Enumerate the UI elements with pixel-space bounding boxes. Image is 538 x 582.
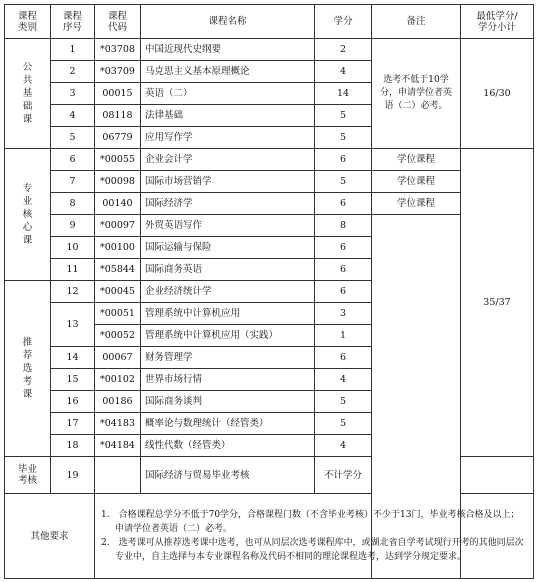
remark-cell: 学位课程 [372,171,461,193]
header-code: 课程 代码 [95,5,141,39]
table-row: 推 荐 选 考 课 12 *00045 企业经济统计学 6 [5,281,534,303]
graduation-row: 毕业 考核 19 国际经济与贸易毕业考核 不计学分 [5,457,534,494]
table-row: 9 *00097 外贸英语写作 8 [5,215,534,237]
table-row: 专 业 核 心 课 6 *00055 企业会计学 6 学位课程 35/37 [5,149,534,171]
course-name: 中国近现代史纲要 [141,39,315,61]
course-name: 概率论与数理统计（经管类） [141,413,315,435]
table-row: 2 *03709 马克思主义基本原理概论 4 [5,61,534,83]
course-name: 法律基础 [141,105,315,127]
header-credits: 学分 [315,5,372,39]
course-name: 财务管理学 [141,347,315,369]
table-row: 17 *04183 概率论与数理统计（经管类） 5 [5,413,534,435]
course-name: 国际运输与保险 [141,237,315,259]
course-name: 马克思主义基本原理概论 [141,61,315,83]
table-row: 10 *00100 国际运输与保险 6 [5,237,534,259]
table-row: 7 *00098 国际市场营销学 5 学位课程 [5,171,534,193]
curriculum-table [4,4,534,579]
public-subtotal: 16/30 [461,39,534,149]
course-name: 管理系统中计算机应用 [141,303,315,325]
table-row: 公 共 基 础 课 1 *03708 中国近现代史纲要 2 选考不低于10学分，申请学位者英语（二）必考。 16/30 [5,39,534,61]
remark-cell: 学位课程 [372,193,461,215]
header-remark: 备注 [372,5,461,39]
table-row: 15 *00102 世界市场行情 4 [5,369,534,391]
requirement-item: 2. 选考课可从推荐选考课中选考，也可从同层次选考课程库中，或湖北省自学考试现行开考的其他同层次专业中，自主选择与本专业课程名称及代码不相同的理论课程选考，达到学分规定要求。 [101,538,524,562]
table-row: 13 *00051 管理系统中计算机应用 3 [5,303,534,325]
course-name: 应用写作学 [141,127,315,149]
course-name: 国际经济学 [141,193,315,215]
other-requirements-row [5,494,534,579]
course-name: 英语（二） [141,83,315,105]
header-minimum: 最低学分/ 学分小计 [461,5,534,39]
core-subtotal: 35/37 [461,149,534,457]
table-row: 4 08118 法律基础 5 [5,105,534,127]
table-row: 11 *05844 国际商务英语 6 [5,259,534,281]
course-name: 企业经济统计学 [141,281,315,303]
group-label-elective: 推 荐 选 考 课 [5,281,51,457]
course-name: 国际市场营销学 [141,171,315,193]
header-name: 课程名称 [141,5,315,39]
course-name: 外贸英语写作 [141,215,315,237]
group-label-public: 公 共 基 础 课 [5,39,51,149]
group-label-core: 专 业 核 心 课 [5,149,51,281]
table-row: 3 00015 英语（二） 14 [5,83,534,105]
course-name: 国际商务英语 [141,259,315,281]
remark-cell [461,457,534,494]
table-row: 5 06779 应用写作学 5 [5,127,534,149]
course-name: 国际经济与贸易毕业考核 [141,457,315,494]
header-category: 课程 类别 [5,5,51,39]
header-row [5,5,534,39]
other-requirements-label: 其他要求 [5,494,95,579]
course-name: 企业会计学 [141,149,315,171]
course-name: 世界市场行情 [141,369,315,391]
table-row: 16 00186 国际商务谈判 5 [5,391,534,413]
course-name: 线性代数（经管类） [141,435,315,457]
course-name: 国际商务谈判 [141,391,315,413]
table-row: 8 00140 国际经济学 6 学位课程 [5,193,534,215]
header-seq: 课程 序号 [51,5,95,39]
other-requirements-text [95,494,534,579]
remark-cell: 学位课程 [372,149,461,171]
table-row: *00052 管理系统中计算机应用（实践） 1 [5,325,534,347]
table-row: 18 *04184 线性代数（经管类） 4 [5,435,534,457]
course-name: 管理系统中计算机应用（实践） [141,325,315,347]
requirement-item: 1. 合格课程总学分不低于70学分，合格课程门数（不含毕业考核）不少于13门，毕业考核合格及以上；申请学位者英语（二）必考。 [101,510,520,534]
table-row: 14 00067 财务管理学 6 [5,347,534,369]
group-label-graduation: 毕业 考核 [5,457,51,494]
public-note: 选考不低于10学分，申请学位者英语（二）必考。 [372,39,461,149]
